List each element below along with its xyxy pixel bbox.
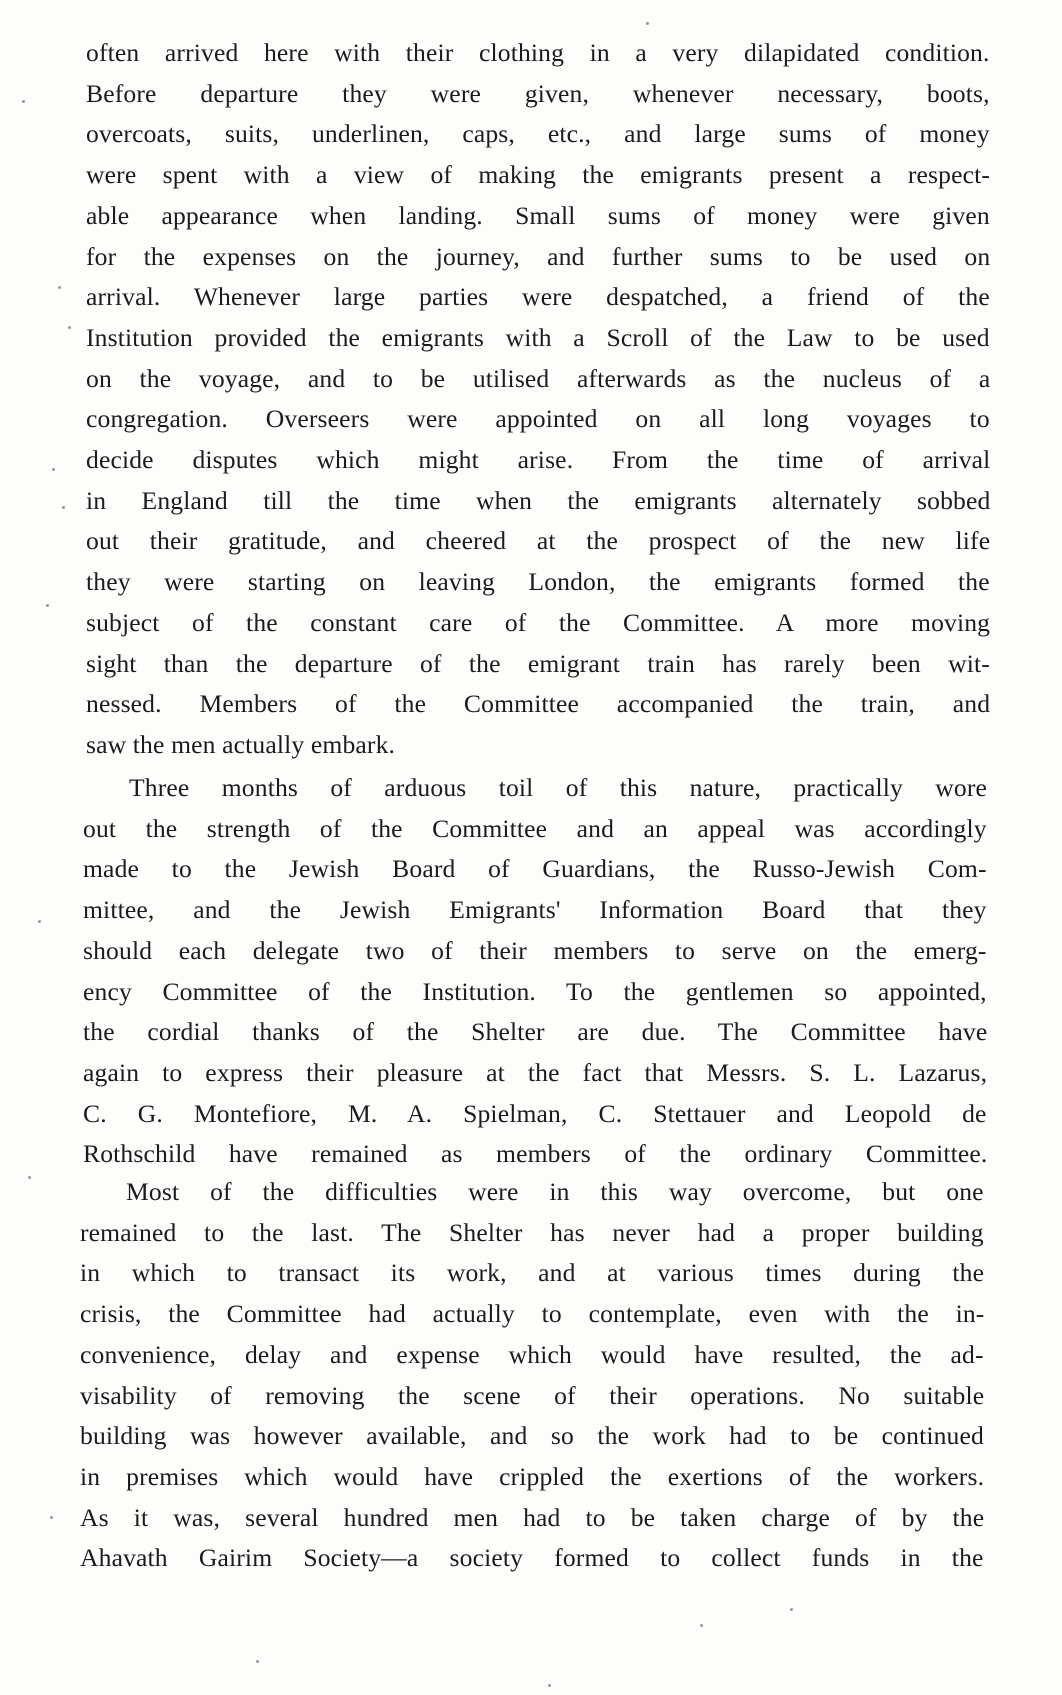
text-line: subject of the constant care of the Committee. A more moving xyxy=(86,607,991,637)
scan-speck xyxy=(46,604,49,607)
text-line: should each delegate two of their members to serve on the emerg- xyxy=(83,935,987,965)
scan-speck xyxy=(50,1516,53,1519)
text-line: in England till the time when the emigrants alternately sobbed xyxy=(86,485,991,515)
text-line: ency Committee of the Institution. To the gentlemen so appointed, xyxy=(83,976,987,1006)
scan-speck xyxy=(38,920,41,923)
text-line: decide disputes which might arise. From the time of arrival xyxy=(86,445,991,475)
text-line: saw the men actually embark. xyxy=(86,729,396,759)
text-line: Most of the difficulties were in this way overcome, but one xyxy=(126,1177,984,1206)
paragraph-3 xyxy=(80,1172,984,1579)
text-line: Ahavath Gairim Society—a society formed to collect funds in the xyxy=(80,1543,984,1573)
scan-speck xyxy=(28,1176,31,1179)
text-line: in premises which would have crippled the exertions of the workers. xyxy=(80,1461,985,1491)
text-line: As it was, several hundred men had to be taken charge of by the xyxy=(80,1502,985,1532)
text-line: often arrived here with their clothing in a very dilapidated condition. xyxy=(86,38,990,67)
text-line: out their gratitude, and cheered at the prospect of the new life xyxy=(86,526,991,556)
text-line: convenience, delay and expense which would have resulted, the ad- xyxy=(80,1339,984,1369)
scan-speck xyxy=(548,1684,551,1687)
scan-speck xyxy=(700,1624,703,1627)
scan-speck xyxy=(52,468,55,471)
text-line: remained to the last. The Shelter has never had a proper building xyxy=(80,1217,984,1247)
paragraph-2 xyxy=(83,768,987,1175)
text-line: congregation. Overseers were appointed on all long voyages to xyxy=(86,404,990,434)
scan-speck xyxy=(256,1660,259,1663)
scan-speck xyxy=(58,286,61,289)
text-line: Before departure they were given, whenever necessary, boots, xyxy=(86,78,990,108)
text-line: in which to transact its work, and at various times during the xyxy=(80,1258,985,1288)
scan-speck xyxy=(62,506,65,509)
scan-speck xyxy=(646,22,649,25)
scan-speck xyxy=(22,100,25,103)
text-line: mittee, and the Jewish Emigrants' Information Board that they xyxy=(83,895,987,925)
text-line: the cordial thanks of the Shelter are due. The Committee have xyxy=(83,1017,988,1047)
text-line: out the strength of the Committee and an appeal was accordingly xyxy=(83,813,987,843)
paragraph-3-text xyxy=(80,1172,984,1579)
paragraph-1-text xyxy=(86,33,990,766)
scan-speck xyxy=(790,1608,793,1611)
text-line: nessed. Members of the Committee accompanied the train, and xyxy=(86,689,991,719)
text-line: Rothschild have remained as members of the ordinary Committee. xyxy=(83,1139,988,1169)
text-line: made to the Jewish Board of Guardians, the Russo-Jewish Com- xyxy=(83,854,987,884)
text-line: were spent with a view of making the emigrants present a respect- xyxy=(86,160,991,190)
text-line: on the voyage, and to be utilised afterwards as the nucleus of a xyxy=(86,363,991,393)
text-line: for the expenses on the journey, and further sums to be used on xyxy=(86,241,991,271)
text-line: again to express their pleasure at the fact that Messrs. S. L. Lazarus, xyxy=(83,1057,988,1087)
text-line: visability of removing the scene of their operations. No suitable xyxy=(80,1380,985,1410)
text-line: C. G. Montefiore, M. A. Spielman, C. Stettauer and Leopold de xyxy=(83,1098,987,1128)
text-line: crisis, the Committee had actually to contemplate, even with the in- xyxy=(80,1299,985,1329)
scan-speck xyxy=(68,326,71,329)
text-line: Three months of arduous toil of this nature, practically wore xyxy=(129,773,988,802)
text-line: overcoats, suits, underlinen, caps, etc., and large sums of money xyxy=(86,119,990,149)
text-line: sight than the departure of the emigrant train has rarely been wit- xyxy=(86,648,990,678)
paragraph-2-text xyxy=(83,768,987,1175)
text-line: they were starting on leaving London, the emigrants formed the xyxy=(86,567,990,597)
text-line: able appearance when landing. Small sums of money were given xyxy=(86,200,990,230)
text-line: building was however available, and so the work had to be continued xyxy=(80,1421,984,1451)
text-line: Institution provided the emigrants with a Scroll of the Law to be used xyxy=(86,322,990,352)
paragraph-1 xyxy=(86,33,990,766)
text-line: arrival. Whenever large parties were despatched, a friend of the xyxy=(86,282,990,312)
